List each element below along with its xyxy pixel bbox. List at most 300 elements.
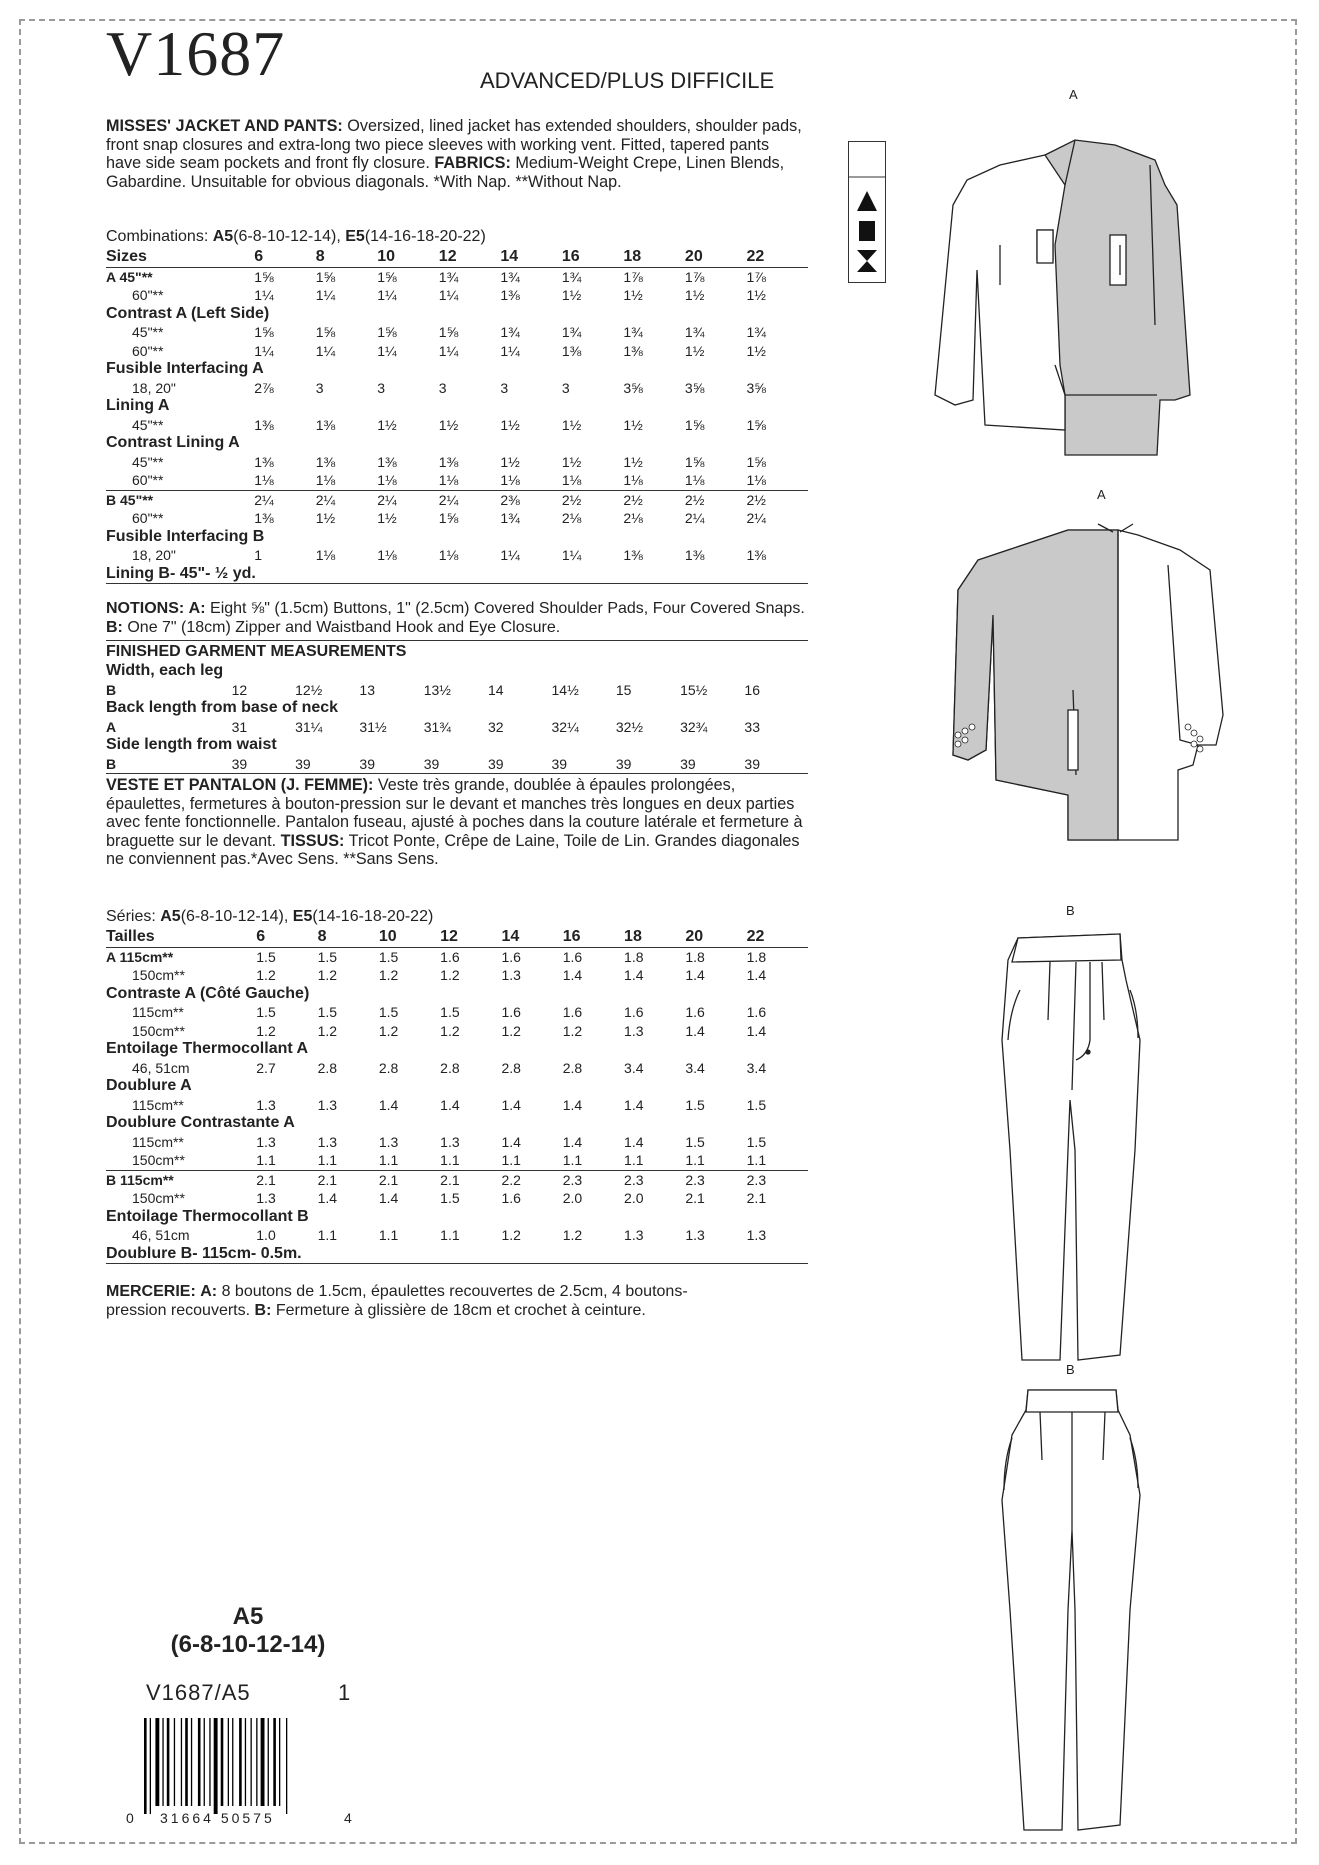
finished-cell: 13½ (423, 681, 451, 698)
en_table-cell: 1½ (684, 342, 705, 359)
fr_table-cell: 1.1 (379, 1151, 440, 1170)
series-label: Séries: (106, 908, 156, 925)
en_table-cell: 2¼ (315, 491, 336, 508)
finished-section-label: Side length from waist (106, 736, 277, 753)
fr_table-cell: 1.6 (562, 1004, 583, 1020)
combination-e5-sizes: (14-16-18-20-22) (364, 228, 486, 245)
en_table-cell: 1½ (623, 453, 643, 470)
barcode-bar (245, 1718, 246, 1806)
en_table-cell: 1¾ (562, 267, 624, 286)
en_table-cell: 1½ (623, 287, 643, 303)
envelope-page: 1 (338, 1680, 351, 1705)
en_table-cell: 2⅛ (623, 510, 643, 526)
barcode-bar (174, 1718, 175, 1806)
en_table-cell: 1⅝ (438, 510, 459, 526)
pants-front-illustration (980, 920, 1170, 1370)
triangle-icon (857, 191, 877, 211)
hourglass-icon (857, 250, 877, 272)
fr_table-cell: 1.4 (562, 967, 583, 983)
finished-cell: 39 (424, 755, 488, 774)
fr_table-cell: 1.4 (624, 967, 644, 983)
barcode-bar (279, 1718, 280, 1806)
fr_table-row-label: 46, 51cm (132, 1227, 190, 1243)
en_table-cell: 1¼ (561, 547, 582, 563)
fr_table-row-label: 115cm** (132, 1096, 184, 1113)
fr_table-cell: 1.4 (685, 1022, 705, 1039)
fr_table-cell: 1.3 (256, 1190, 276, 1206)
fr_table-cell: 1.2 (501, 1227, 521, 1243)
en_table-cell: 1¼ (254, 342, 274, 359)
fr_table-cell: 3.4 (746, 1059, 767, 1076)
series-e5-sizes: (14-16-18-20-22) (312, 908, 434, 925)
fr_table-size-6: 6 (256, 928, 317, 947)
finished-cell: 15 (615, 681, 632, 698)
barcode-bar (221, 1718, 224, 1806)
finished-data-row (106, 718, 808, 737)
en_table-section-row (106, 397, 808, 416)
fr_table-section-label: Entoilage Thermocollant B (106, 1207, 309, 1225)
fr_table-data-row (106, 947, 808, 966)
finished-row-label: B (106, 681, 117, 698)
fr_table-section-row (106, 1040, 808, 1059)
en_table-section-label: Lining A (106, 397, 170, 414)
en_table-row-label: 18, 20" (132, 379, 176, 396)
square-icon (859, 221, 875, 241)
illustration-label-b-front: B (1066, 903, 1075, 918)
fr_table-row-label: B 115cm** (106, 1171, 174, 1188)
en_table-data-row (106, 509, 808, 528)
fr_table-cell: 1.3 (256, 1096, 276, 1113)
en_table-cell: 1½ (561, 287, 582, 303)
legend-icons (849, 142, 885, 282)
fr_table-section-row (106, 985, 808, 1004)
fr_table-cell: 3.4 (624, 1059, 644, 1076)
french-fabrics-label: TISSUS: (280, 831, 345, 850)
fr_table-cell: 1.5 (440, 1004, 460, 1020)
en_table-cell: 1⅛ (500, 471, 562, 490)
fr_table-cell: 1.2 (256, 967, 276, 983)
en_table-cell: 2½ (623, 491, 643, 508)
en_table-cell: 2⅞ (254, 379, 274, 396)
en_table-cell: 2⅛ (561, 510, 582, 526)
en_table-cell: 1¾ (500, 267, 562, 286)
series-e5: E5 (292, 908, 313, 925)
en_table-cell: 1⅛ (316, 471, 378, 490)
en_table-cell: 1⅛ (438, 547, 459, 563)
finished-measurements-title: FINISHED GARMENT MEASUREMENTS (106, 643, 407, 660)
en_table-cell: 1½ (561, 453, 582, 470)
en_table-cell: 1⅛ (685, 471, 747, 490)
finished-row-label: A (106, 718, 117, 735)
finished-cell: 33 (744, 718, 760, 735)
fr_table-cell: 1.4 (501, 1133, 521, 1150)
finished-measurements-table (106, 662, 808, 774)
fr_table-section-row (106, 1077, 808, 1096)
en_table-cell: 1¾ (623, 324, 643, 340)
fr_table-cell: 1.5 (378, 948, 399, 965)
fr_table-section-row (106, 1208, 808, 1227)
illustration-label-a-back: A (1097, 487, 1106, 502)
en_table-data-row (106, 267, 808, 286)
en_table-cell: 2½ (561, 491, 582, 508)
fr_table-row-label: 115cm** (132, 1004, 184, 1020)
fr_table-cell: 2.1 (440, 1171, 460, 1188)
barcode-bar (228, 1718, 229, 1806)
en_table-cell: 1⅜ (377, 453, 397, 470)
french-description-heading: VESTE ET PANTALON (J. FEMME): (106, 776, 374, 794)
fr_table-cell: 1.1 (256, 1151, 317, 1170)
en_table-cell: 1⅝ (254, 324, 274, 340)
en_table-data-row (106, 286, 808, 305)
french-notions (106, 1283, 746, 1320)
combination-a5-sizes: (6-8-10-12-14), (233, 228, 341, 245)
fr_table-cell: 1.3 (440, 1133, 460, 1150)
en_table-cell: 1⅛ (377, 547, 397, 563)
fr_table-cell: 2.8 (501, 1059, 521, 1076)
jacket-front-illustration (925, 125, 1205, 460)
fr_table-cell: 1.1 (747, 1151, 808, 1170)
en_table-cell: 1½ (561, 416, 582, 433)
barcode-bar (214, 1718, 218, 1814)
en_table-cell: 1¾ (684, 324, 705, 340)
fr_table-cell: 1.5 (256, 948, 276, 965)
fr_table-cell: 2.8 (562, 1059, 583, 1076)
barcode-bar (155, 1718, 159, 1806)
fr_table-cell: 1.8 (685, 948, 705, 965)
mercerie-b-label: B: (254, 1301, 272, 1319)
difficulty-level: ADVANCED/PLUS DIFFICILE (480, 68, 775, 93)
fr_table-cell: 1.6 (685, 1004, 705, 1020)
en_table-cell: 1⅞ (746, 267, 808, 286)
en_table-size-22: 22 (746, 248, 808, 267)
fr_table-cell: 1.4 (562, 1096, 583, 1113)
fr_table-cell: 1.4 (685, 967, 705, 983)
barcode-bar (232, 1718, 233, 1806)
en_table-cell: 1⅜ (254, 453, 274, 470)
en_table-cell: 1⅜ (254, 416, 274, 433)
fr_table-cell: 1.2 (378, 967, 399, 983)
combinations-label: Combinations: (106, 228, 209, 245)
fr_table-header-row (106, 928, 808, 947)
mercerie-label: MERCERIE: (106, 1283, 196, 1300)
fabric-legend (848, 141, 886, 283)
notions-label: NOTIONS: (106, 600, 185, 617)
barcode-bar (209, 1718, 210, 1806)
en_table-cell: 1⅝ (746, 453, 766, 470)
en_table-size-18: 18 (623, 248, 685, 267)
english-notions (106, 600, 808, 637)
en_table-cell: 1⅞ (623, 267, 685, 286)
fr_table-data-row (106, 1189, 808, 1208)
french-yardage-table (106, 928, 808, 1264)
fr_table-cell: 1.5 (317, 948, 338, 965)
pattern-number: V1687 (106, 18, 286, 89)
fr_table-cell: 1.2 (256, 1022, 276, 1039)
fr_table-cell: 1.1 (318, 1151, 379, 1170)
finished-cell: 14½ (551, 681, 579, 698)
en_table-row-label: B 45"** (106, 491, 154, 508)
en_table-cell: 1½ (623, 416, 643, 433)
fr_table-cell: 1.4 (746, 967, 767, 983)
notions-b-label: B: (106, 618, 123, 636)
fr_table-cell: 2.3 (685, 1171, 705, 1188)
barcode-bar (251, 1718, 252, 1806)
barcode-bar (185, 1718, 188, 1806)
en_table-row-label: A 45"** (106, 267, 254, 286)
jacket-back-illustration (948, 520, 1238, 850)
en_table-section-row (106, 305, 808, 324)
en_table-row-label: 60"** (106, 471, 254, 490)
en_table-cell: 1¾ (561, 324, 582, 340)
en_table-row-label: 45"** (132, 324, 164, 340)
fr_table-cell: 1.2 (501, 1022, 521, 1039)
en_table-row-label: 45"** (132, 416, 164, 433)
fr_table-cell: 1.6 (501, 1190, 521, 1206)
en_table-cell: 3 (500, 379, 509, 396)
fr_table-cell: 1.3 (378, 1133, 399, 1150)
finished-cell: 32¾ (680, 718, 708, 735)
en_table-size-12: 12 (439, 248, 501, 267)
en_table-cell: 1⅜ (746, 547, 766, 563)
en_table-section-label: Fusible Interfacing A (106, 360, 264, 377)
en_table-cell: 1¼ (377, 342, 397, 359)
finished-cell: 39 (295, 755, 359, 774)
fr_table-cell: 2.3 (746, 1171, 767, 1188)
barcode-bar (273, 1718, 276, 1806)
barcode-bar (144, 1718, 147, 1814)
en_table-cell: 1⅜ (315, 453, 336, 470)
barcode-bar (181, 1718, 182, 1806)
fr_table-cell: 1.3 (746, 1227, 767, 1243)
finished-cell: 39 (359, 755, 423, 774)
fr_table-row-label: A 115cm** (106, 948, 174, 965)
en_table-cell: 2⅜ (500, 491, 520, 508)
en_table-row-label: 60"** (132, 342, 164, 359)
en_table-cell: 1½ (684, 287, 705, 303)
en_table-cell: 2¼ (746, 510, 766, 526)
fr_table-cell: 1.5 (256, 1004, 276, 1020)
en_table-cell: 1½ (746, 287, 766, 303)
fr_table-row-label: 150cm** (132, 1022, 185, 1039)
barcode-check-digit: 4 (344, 1810, 352, 1826)
en_table-cell: 1 (254, 547, 262, 563)
en_table-section-label: Contrast A (Left Side) (106, 304, 270, 322)
en_table-cell: 3⅝ (623, 379, 643, 396)
en_table-data-row (106, 416, 808, 435)
en_table-row-label: 18, 20" (132, 547, 176, 563)
en_table-cell: 1⅝ (684, 453, 705, 470)
fr_table-cell: 1.1 (563, 1151, 624, 1170)
en_table-size-20: 20 (685, 248, 747, 267)
en_table-cell: 1¼ (254, 287, 274, 303)
finished-cell: 39 (680, 755, 744, 774)
fr_table-size-12: 12 (440, 928, 501, 947)
barcode-bar (150, 1718, 151, 1814)
fr_table-cell: 1.0 (256, 1227, 276, 1243)
en_table-size-14: 14 (500, 248, 562, 267)
fr_table-cell: 2.0 (624, 1190, 644, 1206)
fr_table-cell: 1.2 (562, 1227, 583, 1243)
fr_table-size-16: 16 (563, 928, 624, 947)
en_table-cell: 1¼ (438, 287, 459, 303)
en_table-cell: 2¼ (254, 491, 274, 508)
fr_table-section-label: Doublure Contrastante A (106, 1114, 295, 1131)
en_table-cell: 1¾ (500, 324, 520, 340)
en_table-cell: 1⅜ (623, 342, 643, 359)
illustration-label-b-back: B (1066, 1362, 1075, 1377)
en_table-cell: 1¼ (500, 547, 520, 563)
fr_table-section-label: Entoilage Thermocollant A (106, 1040, 309, 1057)
mercerie-a-label: A: (200, 1283, 218, 1300)
en_table-size-10: 10 (377, 248, 439, 267)
fr_table-cell: 1.5 (746, 1133, 767, 1150)
barcode-lead-digit: 0 (126, 1810, 134, 1826)
en_table-cell: 1⅛ (562, 471, 624, 490)
finished-cell: 32 (488, 718, 504, 735)
fr_table-cell: 2.1 (685, 1190, 705, 1206)
finished-cell: 39 (488, 755, 552, 774)
mercerie-a-text: 8 boutons de 1.5cm, épaulettes recouvertes de 2.5cm, 4 boutons-pression recouverts. (106, 1283, 688, 1319)
fr_table-cell: 1.5 (746, 1096, 767, 1113)
en_table-cell: 1⅝ (316, 267, 378, 286)
fr_table-cell: 1.1 (624, 1151, 685, 1170)
fr_table-cell: 1.6 (440, 948, 460, 965)
size-range: (6-8-10-12-14) (170, 1631, 326, 1658)
fr_table-row-label: 150cm** (132, 1190, 185, 1206)
en_table-size-8: 8 (316, 248, 378, 267)
fr_table-data-row (106, 1096, 808, 1115)
barcode-bar (256, 1718, 257, 1806)
fr_table-data-row (106, 1003, 808, 1022)
fr_table-header-label: Tailles (106, 928, 256, 947)
notions-a-label: A: (188, 600, 206, 617)
fr_table-cell: 2.8 (317, 1059, 338, 1076)
en_table-cell: 1⅜ (500, 287, 520, 303)
fr_table-cell: 1.1 (378, 1227, 399, 1243)
en_table-section-row (106, 565, 808, 584)
fr_table-cell: 1.4 (378, 1096, 399, 1113)
barcode-bar (162, 1718, 163, 1806)
fr_table-cell: 1.6 (501, 948, 521, 965)
fr_table-cell: 1.3 (685, 1227, 705, 1243)
barcode-bar (286, 1718, 287, 1814)
fr_table-cell: 2.3 (562, 1171, 583, 1188)
fr_table-data-row (106, 1059, 808, 1078)
en_table-data-row (106, 546, 808, 565)
combination-a5: A5 (212, 228, 234, 245)
fr_table-cell: 1.6 (624, 1004, 644, 1020)
en_table-cell: 3⅝ (684, 379, 705, 396)
fr_table-row-label: 115cm** (132, 1133, 184, 1150)
fr_table-row-label: 150cm** (132, 967, 185, 983)
fr_table-cell: 2.1 (317, 1171, 338, 1188)
en_table-size-16: 16 (562, 248, 624, 267)
finished-cell: 31¾ (423, 718, 451, 735)
finished-cell: 39 (552, 755, 616, 774)
fr_table-cell: 3.4 (685, 1059, 705, 1076)
en_table-cell: 1⅜ (623, 547, 643, 563)
en_table-row-label: 45"** (132, 453, 164, 470)
en_table-data-row (106, 342, 808, 361)
en_table-cell: 2½ (746, 491, 766, 508)
fr_table-cell: 1.6 (746, 1004, 767, 1020)
fr_table-cell: 1.1 (685, 1151, 746, 1170)
barcode-bar (167, 1718, 170, 1806)
en_table-cell: 3 (315, 379, 324, 396)
finished-cell: 39 (616, 755, 680, 774)
finished-section-row (106, 662, 808, 681)
en_table-section-label: Lining B- 45"- ½ yd. (106, 565, 808, 584)
notions-a-text: Eight ⅝" (1.5cm) Buttons, 1" (2.5cm) Covered Shoulder Pads, Four Covered Snaps. (210, 600, 805, 617)
en_table-section-label: Fusible Interfacing B (106, 527, 265, 545)
finished-cell: 32½ (615, 718, 644, 735)
en_table-section-row (106, 434, 808, 453)
fr_table-cell: 1.5 (378, 1004, 399, 1020)
fr_table-section-row (106, 1245, 808, 1264)
fr_table-cell: 1.4 (624, 1133, 644, 1150)
fr_table-section-label: Doublure A (106, 1077, 192, 1094)
fr_table-cell: 1.3 (501, 967, 521, 983)
fr_table-data-row (106, 1170, 808, 1189)
french-combinations (106, 908, 433, 926)
fr_table-cell: 1.5 (317, 1004, 338, 1020)
en_table-row-label: 60"** (132, 287, 164, 303)
en_table-data-row (106, 323, 808, 342)
size-code: A5 (232, 1603, 264, 1630)
fr_table-cell: 1.1 (501, 1151, 562, 1170)
en_table-data-row (106, 471, 808, 490)
en_table-cell: 1⅝ (315, 324, 336, 340)
en_table-cell: 1⅝ (438, 324, 459, 340)
en_table-cell: 1⅛ (377, 471, 439, 490)
fr_table-cell: 2.2 (501, 1171, 521, 1188)
envelope-code: V1687/A5 (146, 1680, 251, 1705)
en_table-cell: 1⅝ (377, 267, 439, 286)
fr_table-cell: 1.3 (317, 1096, 338, 1113)
barcode (140, 1718, 340, 1818)
fr_table-cell: 2.3 (624, 1171, 644, 1188)
fabrics-text: Medium-Weight Crepe, Linen Blends, Gabardine. Unsuitable for obvious diagonals. *With Nap. **Without Nap. (106, 154, 785, 191)
fr_table-cell: 1.1 (440, 1151, 501, 1170)
english-description (106, 117, 808, 191)
en_table-section-label: Contrast Lining A (106, 434, 240, 451)
fr_table-cell: 1.2 (317, 1022, 338, 1039)
finished-section-row (106, 699, 808, 718)
mercerie-b-text: Fermeture à glissière de 18cm et crochet à ceinture. (275, 1301, 646, 1319)
finished-cell: 39 (232, 755, 296, 774)
finished-cell: 14 (488, 681, 504, 698)
fr_table-cell: 1.4 (378, 1190, 399, 1206)
en_table-cell: 1½ (500, 416, 520, 433)
series-a5: A5 (160, 908, 181, 925)
en_table-cell: 1⅜ (254, 510, 274, 526)
fr_table-section-row (106, 1114, 808, 1133)
en_table-cell: 1¾ (439, 267, 501, 286)
fr_table-cell: 1.6 (562, 948, 583, 965)
series-a5-sizes: (6-8-10-12-14), (180, 908, 289, 925)
french-description-text: Veste très grande, doublée à épaules prolongées, épaulettes, fermetures à bouton-pression sur le devant et manches très longues en deux parties avec fente fonctionnelle. Pantalon fuseau, ajusté à poches dans la couture latérale et fermeture à braguette sur le devant. (106, 776, 803, 850)
barcode-bar (191, 1718, 192, 1806)
fr_table-data-row (106, 966, 808, 985)
fr_table-size-18: 18 (624, 928, 685, 947)
fr_table-cell: 1.8 (624, 948, 644, 965)
english-combinations (106, 228, 486, 246)
fr_table-size-10: 10 (379, 928, 440, 947)
fr_table-cell: 1.1 (317, 1227, 338, 1243)
en_table-cell: 3 (561, 379, 570, 396)
fr_table-data-row (106, 1022, 808, 1041)
fr_table-data-row (106, 1151, 808, 1170)
